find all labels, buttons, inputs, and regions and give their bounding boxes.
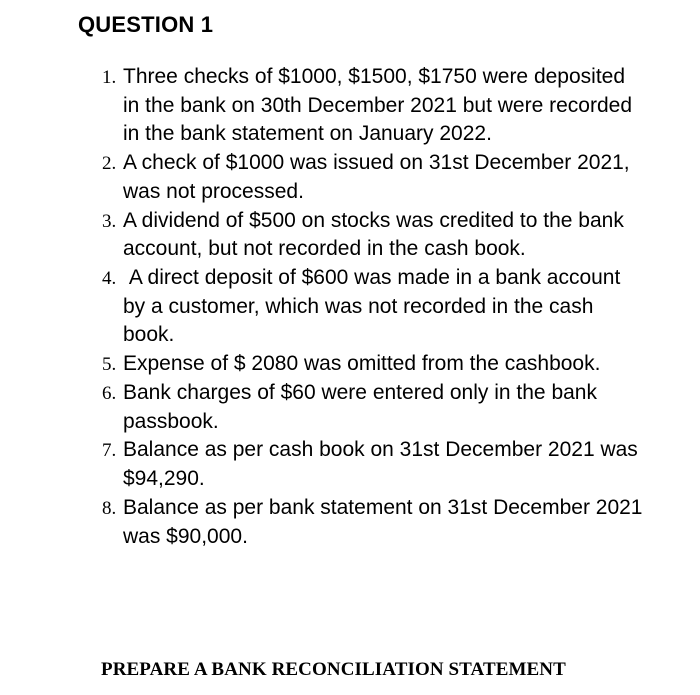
list-item [102,264,662,350]
instruction-footer: PREPARE A BANK RECONCILIATION STATEMENT [101,659,566,680]
list-item [102,149,662,206]
list-item [102,63,662,149]
item-number: 5. [102,354,117,376]
item-text: A dividend of $500 on stocks was credited to the bank account, but not recorded in the cash book. [123,208,624,261]
list-item [102,379,662,436]
list-item [102,207,662,264]
item-number: 7. [102,440,117,462]
list-item [102,350,662,379]
item-number: 2. [102,153,117,175]
item-text: Balance as per cash book on 31st December 2021 was $94,290. [123,438,638,491]
item-text: Balance as per bank statement on 31st December 2021 was $90,000. [123,495,643,548]
list-item [102,494,662,551]
item-text: Expense of $ 2080 was omitted from the cashbook. [123,352,601,376]
list-item [102,436,662,493]
question-list [102,63,662,551]
item-text: A check of $1000 was issued on 31st December 2021, was not processed. [123,151,630,203]
item-number: 6. [102,383,117,405]
item-number: 3. [102,210,117,232]
item-number: 1. [102,67,117,88]
item-number: 8. [102,497,117,519]
item-text: Three checks of $1000, $1500, $1750 were deposited in the bank on 30th December 2021 but were recorded in the bank statement on January 2022. [123,65,632,146]
item-text: A direct deposit of $600 was made in a bank account by a customer, which was not recorded in the cash book. [123,265,627,347]
item-text: Bank charges of $60 were entered only in the bank passbook. [123,381,597,433]
question-heading: QUESTION 1 [78,12,214,37]
item-number: 4. [102,267,117,289]
